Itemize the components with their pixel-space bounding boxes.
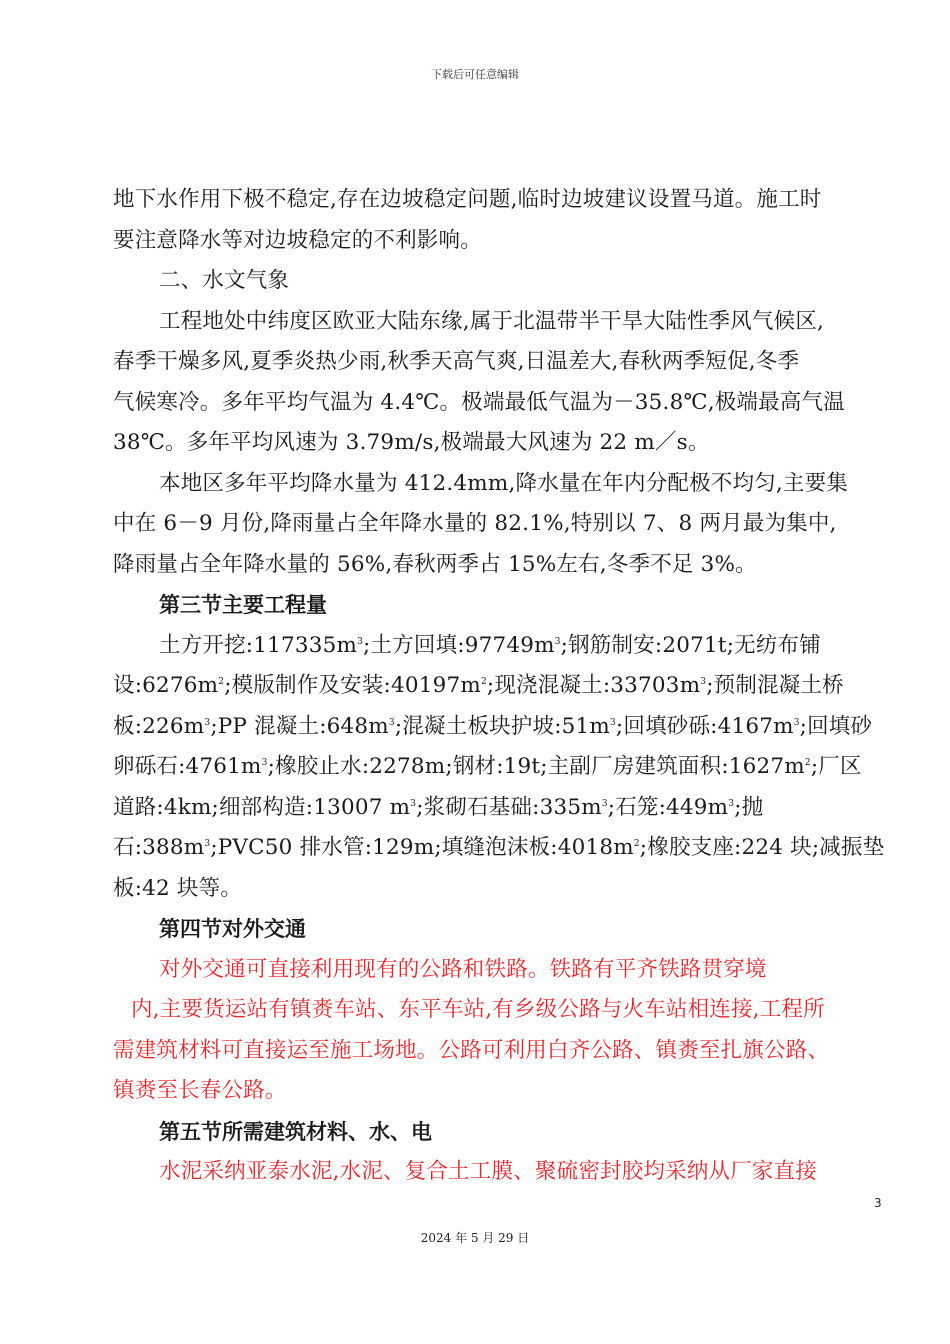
paragraph-line: 春季干燥多风,夏季炎热少雨,秋季天高气爽,日温差大,春秋两季短促,冬季	[113, 349, 800, 374]
quantities-line: 设$:6276m^2$;模版制作及安装$:40197m^2$;现浇混凝土$:33703m^3$;预制混凝土桥	[113, 673, 844, 698]
transport-line: 内,主要货运站有镇赉车站、东平车站,有乡级公路与火车站相连接,工程所	[131, 997, 825, 1022]
page-number: 3	[874, 1196, 882, 1210]
paragraph-line: 中在 6－9 月份,降雨量占全年降水量的 82.1%,特别以 7、8 两月最为集中,	[113, 511, 837, 536]
document-body	[113, 180, 885, 1193]
quantities-line: 板:42 块等。	[113, 875, 243, 901]
quantities-line: 板$:226m^3;PP$ 混凝土$:648m^3$;混凝土板块护坡$:51m^3$;回填砂砾$:4167m^3$;回填砂	[113, 713, 873, 739]
section-heading-quantities: 第三节主要工程量	[159, 593, 327, 617]
quantities-line: 土方开挖$:117335m^3$;土方回填$:97749m^3$;钢筋制安:2071t;无纺布铺	[159, 632, 821, 658]
page-footer-date: 2024 年 5 月 29 日	[420, 1231, 530, 1245]
quantities-line: 卵砾石$:4761m^3$;橡胶止水:2278m;钢材:19t;主副厂房建筑面积$:1627m^2$;厂区	[113, 754, 862, 779]
materials-line: 水泥采纳亚泰水泥,水泥、复合土工膜、聚硫密封胶均采纳从厂家直接	[159, 1159, 818, 1184]
paragraph-line: 工程地处中纬度区欧亚大陆东缘,属于北温带半干旱大陆性季风气候区,	[159, 308, 825, 334]
transport-line: 需建筑材料可直接运至施工场地。公路可利用白齐公路、镇赉至扎旗公路、	[113, 1037, 830, 1063]
subheading-hydrology: 二、水文气象	[159, 268, 290, 293]
transport-line: 对外交通可直接利用现有的公路和铁路。铁路有平齐铁路贯穿境	[159, 956, 767, 982]
section-heading-transport: 第四节对外交通	[159, 917, 306, 941]
paragraph-line: 本地区多年平均降水量为 412.4mm,降水量在年内分配极不均匀,主要集	[159, 470, 849, 496]
paragraph-line: 气候寒冷。多年平均气温为 4.4℃。极端最低气温为－35.8℃,极端最高气温	[113, 389, 845, 415]
page-header: 下载后可任意编辑	[431, 68, 519, 81]
transport-line: 镇赉至长春公路。	[113, 1078, 287, 1103]
paragraph-line: 38℃。多年平均风速为 3.79m/s,极端最大风速为 22 m／s。	[113, 430, 710, 455]
quantities-line: 石$:388m^3;PVC50$ 排水管:129m;填缝泡沫板$:4018m^2$;橡胶支座:224 块;减振垫	[113, 835, 885, 860]
section-heading-materials: 第五节所需建筑材料、水、电	[159, 1119, 432, 1144]
paragraph-line: 要注意降水等对边坡稳定的不利影响。	[113, 227, 482, 253]
paragraph-line: 降雨量占全年降水量的 56%,春秋两季占 15%左右,冬季不足 3%。	[113, 551, 757, 577]
quantities-line: 道路:4km;细部构造:13007 $m^3$;浆砌石基础$:335m^3$;石笼$:449m^3$;抛	[113, 794, 764, 820]
paragraph-line: 地下水作用下极不稳定,存在边坡稳定问题,临时边坡建议设置马道。施工时	[113, 187, 822, 212]
